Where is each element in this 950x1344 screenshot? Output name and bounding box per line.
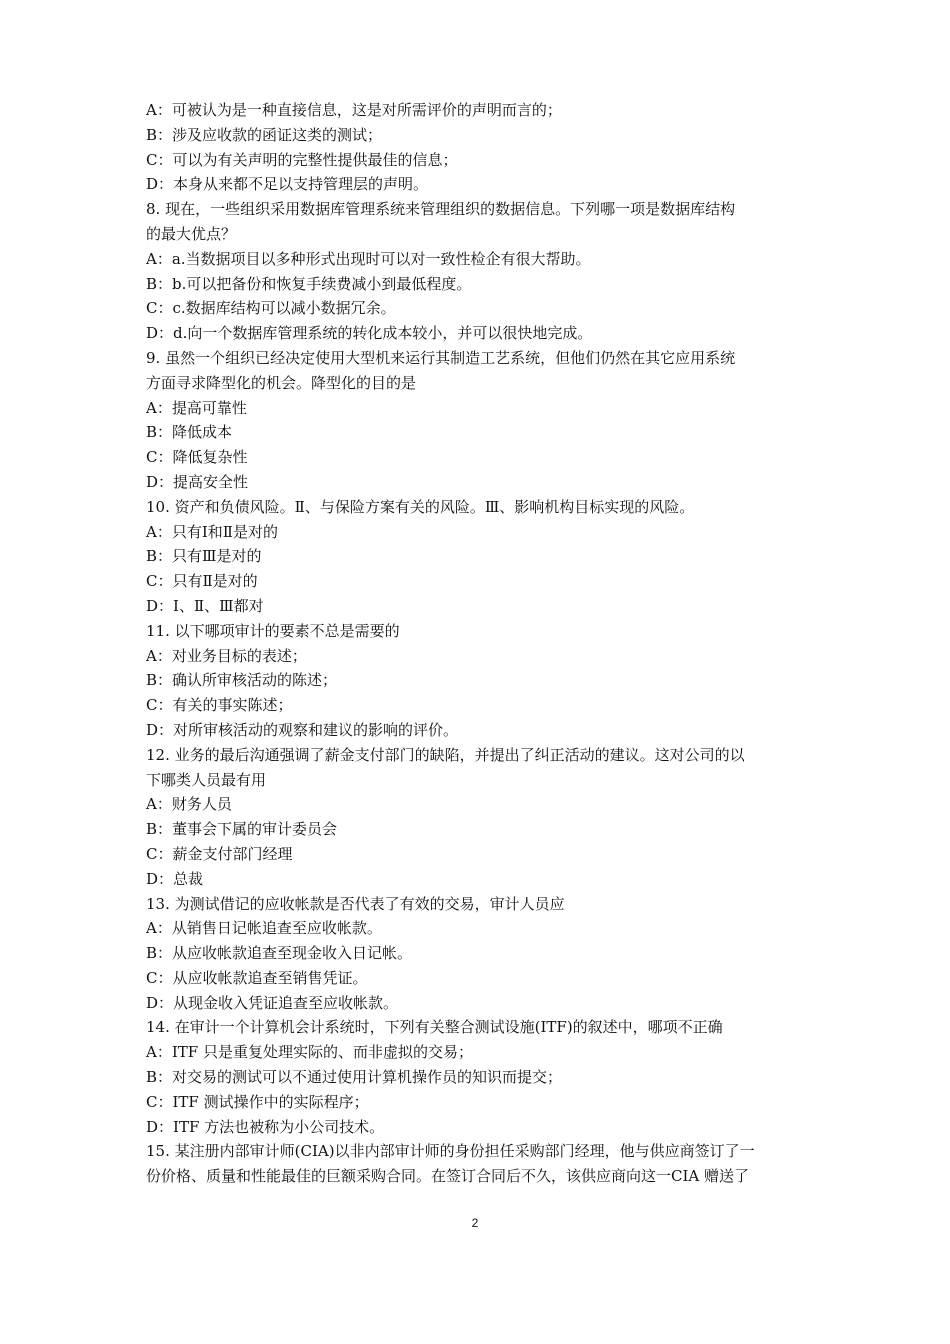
text-line: A：财务人员 (146, 795, 232, 814)
text-line: 的最大优点？ (146, 224, 237, 243)
text-line: A：只有Ⅰ和Ⅱ是对的 (146, 522, 278, 541)
text-line: 12. 业务的最后沟通强调了薪金支付部门的缺陷，并提出了纠正活动的建议。这对公司的以 (146, 745, 745, 764)
text-line: D：d.向一个数据库管理系统的转化成本较小，并可以很快地完成。 (146, 324, 593, 343)
text-line: B：对交易的测试可以不通过使用计算机操作员的知识而提交； (146, 1068, 563, 1087)
text-line: B：董事会下属的审计委员会 (146, 820, 338, 839)
text-line: C：从应收帐款追查至销售凭证。 (146, 968, 368, 987)
text-line: D：从现金收入凭证追查至应收帐款。 (146, 993, 399, 1012)
text-line: 14. 在审计一个计算机会计系统时，下列有关整合测试设施(ITF)的叙述中，哪项不正确 (146, 1018, 723, 1037)
text-line: B：涉及应收款的函证这类的测试； (146, 125, 383, 144)
text-line: A：从销售日记帐追查至应收帐款。 (146, 919, 382, 938)
text-line: A：提高可靠性 (146, 398, 247, 417)
text-line: C：c.数据库结构可以减小数据冗余。 (146, 299, 396, 318)
text-line: 10. 资产和负债风险。Ⅱ、与保险方案有关的风险。Ⅲ、影响机构目标实现的风险。 (146, 497, 695, 516)
page-number: 2 (471, 1216, 479, 1230)
text-line: C：ITF 测试操作中的实际程序； (146, 1092, 369, 1111)
text-line: C：只有Ⅱ是对的 (146, 572, 258, 591)
text-line: 份价格、质量和性能最佳的巨额采购合同。在签订合同后不久，该供应商向这一CIA 赠送了 (146, 1167, 750, 1186)
text-line: 15. 某注册内部审计师(CIA)以非内部审计师的身份担任采购部门经理，他与供应商签订了一 (146, 1142, 755, 1161)
text-line: D：提高安全性 (146, 472, 249, 491)
text-line: D：Ⅰ、Ⅱ、Ⅲ都对 (146, 596, 264, 615)
text-line: B：降低成本 (146, 423, 233, 442)
text-line: D：本身从来都不足以支持管理层的声明。 (146, 175, 429, 194)
text-line: A：对业务目标的表述； (146, 646, 307, 665)
text-line: A：a.当数据项目以多种形式出现时可以对一致性检企有很大帮助。 (146, 249, 591, 268)
text-line: B：从应收帐款追查至现金收入日记帐。 (146, 944, 413, 963)
text-line: C：薪金支付部门经理 (146, 844, 293, 863)
text-line: D：对所审核活动的观察和建议的影响的评价。 (146, 720, 459, 739)
text-line: C：降低复杂性 (146, 448, 248, 467)
text-line: C：有关的事实陈述； (146, 696, 293, 715)
text-line: A：可被认为是一种直接信息，这是对所需评价的声明而言的； (146, 101, 562, 119)
text-line: 13. 为测试借记的应收帐款是否代表了有效的交易，审计人员应 (146, 894, 565, 913)
text-line: B：确认所审核活动的陈述； (146, 671, 338, 690)
text-line: 11. 以下哪项审计的要素不总是需要的 (146, 621, 400, 640)
text-line: C：可以为有关声明的完整性提供最佳的信息； (146, 150, 458, 169)
text-line: 下哪类人员最有用 (146, 770, 267, 789)
text-line: 9. 虽然一个组织已经决定使用大型机来运行其制造工艺系统，但他们仍然在其它应用系统 (146, 348, 736, 367)
text-line: D：ITF 方法也被称为小公司技术。 (146, 1117, 385, 1136)
text-line: 方面寻求降型化的机会。降型化的目的是 (146, 373, 417, 392)
text-line: B：b.可以把备份和恢复手续费减小到最低程度。 (146, 274, 472, 293)
document-body (146, 98, 826, 1189)
text-line: A：ITF 只是重复处理实际的、而非虚拟的交易； (146, 1043, 473, 1062)
text-line: 8. 现在，一些组织采用数据库管理系统来管理组织的数据信息。下列哪一项是数据库结构 (146, 200, 736, 219)
text-line: B：只有Ⅲ是对的 (146, 547, 262, 566)
text-line: D：总裁 (146, 869, 204, 888)
